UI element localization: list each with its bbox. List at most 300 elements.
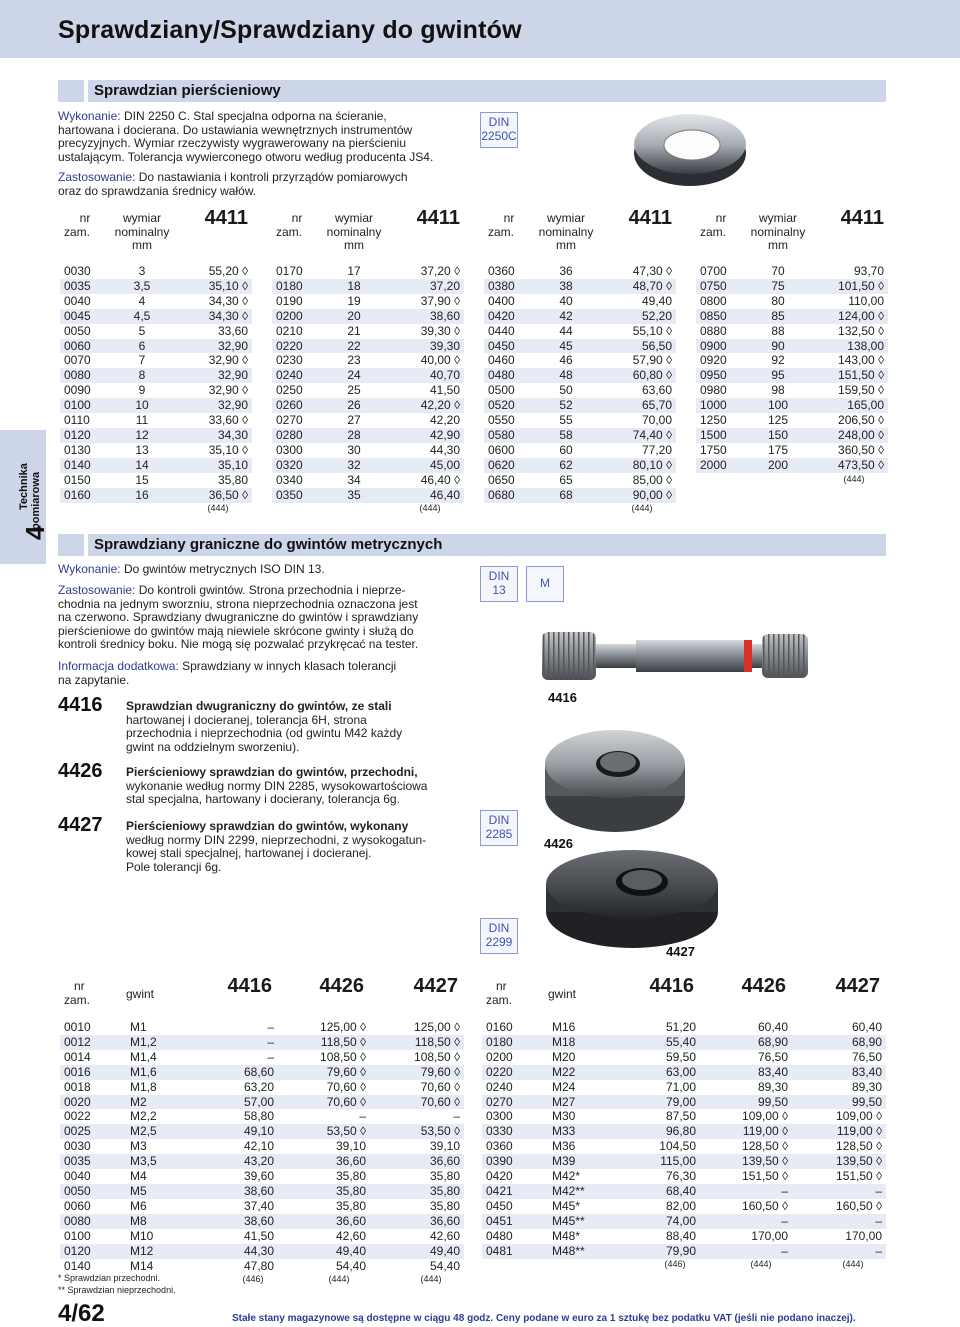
- price-4426-cell: 125,00 ◊: [320, 1020, 366, 1034]
- ring-head-nr: nr zam.: [64, 211, 91, 239]
- price-4416-cell: 38,60: [186, 1184, 278, 1199]
- order-number-cell: 0520: [484, 398, 530, 413]
- price-4426-cell: 128,50 ◊: [742, 1139, 788, 1154]
- order-number-cell: 0160: [60, 488, 106, 503]
- table-row: [482, 1244, 886, 1259]
- table-row: [696, 264, 888, 279]
- price-4416-cell: 39,60: [243, 1169, 274, 1184]
- dimension-cell: 35: [318, 488, 390, 503]
- order-number-cell: 1500: [696, 428, 742, 443]
- ring-head-code: 4411: [840, 207, 884, 229]
- price-4416-cell: 47,80: [243, 1258, 274, 1273]
- price-4426-cell: 49,40: [278, 1244, 370, 1259]
- price-4426-cell: –: [700, 1184, 792, 1199]
- table-row: [60, 309, 252, 324]
- price-4427-cell: 70,60 ◊: [420, 1079, 460, 1094]
- price-4426-cell: 54,40: [335, 1258, 366, 1273]
- price-cell: 40,70: [390, 368, 464, 383]
- order-number-cell: 0360: [488, 264, 515, 278]
- price-4427-cell: –: [792, 1244, 886, 1259]
- price-4426-cell: 99,50: [700, 1095, 792, 1110]
- thread-cell: M33: [542, 1124, 608, 1139]
- dimension-cell: 32: [318, 458, 390, 473]
- table-row: [272, 279, 464, 294]
- price-cell: 35,10: [178, 458, 252, 473]
- price-4416-cell: 79,00: [608, 1095, 700, 1110]
- thread-head-gwint: gwint: [126, 987, 155, 1001]
- thread-table-ref: (446): [242, 1274, 264, 1285]
- price-cell: 206,50 ◊: [838, 413, 884, 428]
- order-number-cell: 0900: [696, 339, 742, 354]
- price-4427-cell: 108,50 ◊: [414, 1049, 460, 1064]
- din-13-badge: DIN 13: [480, 566, 518, 602]
- price-cell: 138,00: [814, 339, 888, 354]
- ring-table-1: [60, 207, 252, 503]
- thread-cell: M6: [130, 1198, 147, 1213]
- price-4426-cell: 70,60 ◊: [326, 1079, 366, 1094]
- price-4427-cell: 54,40: [429, 1258, 460, 1273]
- table-row: [272, 339, 464, 354]
- table-row: [60, 368, 252, 383]
- table-row: [484, 383, 676, 398]
- ring-thread-gauge-4426-image: [540, 726, 690, 836]
- section-ring-gauge-header: [58, 80, 886, 102]
- header-band: [0, 0, 960, 58]
- order-number-cell: 0500: [488, 383, 515, 398]
- order-number-cell: 0421: [482, 1184, 542, 1199]
- table-row: [272, 413, 464, 428]
- price-4427-cell: 39,10: [429, 1139, 460, 1154]
- table-row: [482, 1124, 886, 1139]
- section1-zastosowanie: Zastosowanie: Do nastawiania i kontroli przyrządów pomiarowych oraz do sprawdzania średnicy wałów.: [58, 170, 408, 198]
- price-4416-cell: 38,60: [186, 1214, 278, 1229]
- order-number-cell: 0270: [482, 1095, 542, 1110]
- section1-wykonanie: Wykonanie: DIN 2250 C. Stal specjalna odporna na ścieranie, hartowana i docierana. Do ustawiania wewnętrznych instrumentów precyzyjnych. Wymiar rzeczywisty wygrawerowany na pierścieniu ustalającym. Tolerancja wywierconego otworu według producenta JS4.: [58, 109, 434, 164]
- thread-cell: M12: [120, 1244, 186, 1259]
- price-cell: 45,00: [390, 458, 464, 473]
- table-row: [484, 428, 676, 443]
- dimension-cell: 15: [135, 472, 149, 487]
- price-cell: 248,00 ◊: [814, 428, 888, 443]
- price-cell: 49,40: [641, 293, 672, 308]
- price-cell: 32,90: [178, 339, 252, 354]
- order-number-cell: 0650: [488, 472, 515, 487]
- dimension-cell: 10: [106, 398, 178, 413]
- thread-cell: M20: [552, 1049, 576, 1064]
- table-row: [272, 398, 464, 413]
- image-label-4427: 4427: [666, 944, 695, 959]
- product-code-4416: 4416: [58, 694, 103, 716]
- table-row: [60, 398, 252, 413]
- dimension-cell: 4,5: [106, 309, 178, 324]
- order-number-cell: 0080: [60, 368, 106, 383]
- price-cell: 52,20: [602, 309, 676, 324]
- order-number-cell: 0450: [486, 1198, 513, 1213]
- table-row: [484, 339, 676, 354]
- table-row: [60, 279, 252, 294]
- dimension-cell: 85: [742, 309, 814, 324]
- order-number-cell: 0160: [486, 1020, 513, 1034]
- order-number-cell: 0750: [696, 279, 742, 294]
- ring-table-ref: (444): [843, 473, 865, 484]
- order-number-cell: 0240: [486, 1079, 513, 1094]
- table-row: [482, 1080, 886, 1095]
- price-cell: 42,20: [429, 413, 460, 428]
- price-4427-cell: 60,40: [851, 1020, 882, 1034]
- order-number-cell: 0320: [272, 458, 318, 473]
- price-cell: 77,20: [641, 442, 672, 457]
- price-cell: 34,30 ◊: [178, 309, 252, 324]
- thread-head-nr: nr zam.: [486, 979, 513, 1007]
- table-row: [60, 1139, 464, 1154]
- thread-head-nr: nr zam.: [64, 979, 91, 1007]
- thread-cell: M30: [552, 1109, 576, 1124]
- price-4427-cell: 99,50: [792, 1095, 886, 1110]
- thread-cell: M22: [542, 1065, 608, 1080]
- price-4416-cell: 37,40: [243, 1198, 274, 1213]
- dimension-cell: 200: [742, 458, 814, 473]
- order-number-cell: 1250: [700, 413, 727, 428]
- dimension-cell: 34: [347, 472, 361, 487]
- price-4416-cell: 42,10: [243, 1139, 274, 1154]
- order-number-cell: 0800: [700, 293, 727, 308]
- order-number-cell: 0330: [482, 1124, 542, 1139]
- price-4427-cell: 160,50 ◊: [836, 1198, 882, 1213]
- table-row: [60, 1184, 464, 1199]
- dimension-cell: 80: [771, 293, 785, 308]
- table-row: [272, 264, 464, 279]
- price-4426-cell: 35,80: [278, 1184, 370, 1199]
- price-cell: 46,40 ◊: [420, 472, 460, 487]
- dimension-cell: 13: [135, 442, 149, 457]
- ring-table-3: [484, 207, 676, 503]
- table-row: [272, 458, 464, 473]
- thread-head-gwint: gwint: [548, 987, 577, 1001]
- price-4427-cell: 119,00 ◊: [792, 1124, 886, 1139]
- dimension-cell: 5: [138, 323, 146, 338]
- order-number-cell: 0550: [488, 413, 515, 428]
- price-cell: 56,50: [602, 339, 676, 354]
- table-row: [484, 368, 676, 383]
- dimension-cell: 3,5: [106, 279, 178, 294]
- order-number-cell: 0035: [60, 279, 106, 294]
- order-number-cell: 0350: [272, 488, 318, 503]
- dimension-cell: 23: [347, 353, 361, 368]
- order-number-cell: 0480: [486, 1228, 513, 1243]
- dimension-cell: 62: [530, 458, 602, 473]
- price-4416-cell: 96,80: [608, 1124, 700, 1139]
- product-desc-4416: Sprawdzian dwugraniczny do gwintów, ze stali hartowanej i docieranej, tolerancja 6H, strona przechodnia i nieprzechodnia (od gwintu M42 każdy gwint na oddzielnym sworzeniu).: [126, 699, 403, 754]
- din-2299-badge: DIN 2299: [480, 918, 518, 954]
- price-cell: 39,30 ◊: [420, 323, 460, 338]
- order-number-cell: 0130: [64, 442, 91, 457]
- order-number-cell: 0180: [482, 1035, 542, 1050]
- order-number-cell: 0040: [64, 1169, 91, 1184]
- ring-table-ref: (444): [631, 503, 653, 514]
- order-number-cell: 0340: [276, 472, 303, 487]
- price-cell: 34,30 ◊: [208, 293, 248, 308]
- dimension-cell: 65: [559, 472, 573, 487]
- order-number-cell: 0270: [276, 413, 303, 428]
- table-row: [272, 443, 464, 458]
- order-number-cell: 0090: [64, 383, 91, 398]
- price-4426-cell: 70,60 ◊: [278, 1095, 370, 1110]
- order-number-cell: 0190: [276, 293, 303, 308]
- dimension-cell: 7: [138, 353, 146, 368]
- price-cell: 74,40 ◊: [602, 428, 676, 443]
- thread-cell: M16: [552, 1020, 576, 1034]
- order-number-cell: 0012: [60, 1035, 120, 1050]
- order-number-cell: 0040: [64, 293, 91, 308]
- price-4416-cell: –: [267, 1020, 274, 1034]
- price-cell: 110,00: [848, 293, 884, 308]
- price-4416-cell: 88,40: [665, 1228, 696, 1243]
- price-4426-cell: –: [359, 1109, 366, 1124]
- ring-head-nr: nr zam.: [488, 211, 515, 239]
- price-cell: 85,00 ◊: [632, 472, 672, 487]
- price-cell: 37,20: [390, 279, 464, 294]
- table-row: [696, 398, 888, 413]
- thread-cell: M10: [130, 1228, 154, 1243]
- footer-note: Stałe stany magazynowe są dostępne w ciągu 48 godz. Ceny podane w euro za 1 sztukę bez podatku VAT (jeśli nie podano inaczej).: [232, 1313, 856, 1324]
- price-4426-cell: 42,60: [335, 1228, 366, 1243]
- price-cell: 35,10 ◊: [178, 279, 252, 294]
- order-number-cell: 0850: [696, 309, 742, 324]
- price-4416-cell: 49,10: [186, 1124, 278, 1139]
- price-cell: 63,60: [641, 383, 672, 398]
- price-4427-cell: 49,40: [370, 1244, 464, 1259]
- price-cell: 46,40: [390, 488, 464, 503]
- order-number-cell: 0014: [64, 1049, 91, 1064]
- table-row: [60, 1199, 464, 1214]
- thread-cell: M42**: [542, 1184, 608, 1199]
- order-number-cell: 0481: [482, 1244, 542, 1259]
- page-title: Sprawdziany/Sprawdziany do gwintów: [58, 16, 522, 44]
- price-cell: 151,50 ◊: [814, 368, 888, 383]
- thread-table-ref: (446): [664, 1259, 686, 1270]
- price-cell: 38,60: [390, 309, 464, 324]
- ring-head-code: 4411: [204, 207, 248, 229]
- table-row: [60, 1229, 464, 1244]
- price-4426-cell: 119,00 ◊: [700, 1124, 792, 1139]
- dimension-cell: 6: [106, 339, 178, 354]
- order-number-cell: 2000: [696, 458, 742, 473]
- price-cell: 132,50 ◊: [838, 323, 884, 338]
- dimension-cell: 58: [530, 428, 602, 443]
- thread-head-4427: 4427: [413, 975, 458, 997]
- table-row: [482, 1139, 886, 1154]
- table-row: [696, 428, 888, 443]
- price-4426-cell: 151,50 ◊: [742, 1169, 788, 1184]
- thread-cell: M5: [120, 1184, 186, 1199]
- dimension-cell: 9: [138, 383, 146, 398]
- ring-head-wymiar: wymiar nominalny mm: [750, 211, 806, 252]
- table-row: [272, 353, 464, 368]
- ring-head-wymiar: wymiar nominalny mm: [114, 211, 170, 252]
- dimension-cell: 44: [559, 323, 573, 338]
- price-4426-cell: 89,30: [757, 1079, 788, 1094]
- price-cell: 360,50 ◊: [838, 442, 884, 457]
- dimension-cell: 150: [742, 428, 814, 443]
- ring-thread-gauge-4427-image: [530, 840, 720, 952]
- thread-cell: M1,2: [120, 1035, 186, 1050]
- price-4426-cell: 39,10: [335, 1139, 366, 1154]
- order-number-cell: 0600: [488, 442, 515, 457]
- order-number-cell: 0050: [64, 323, 91, 338]
- order-number-cell: 0980: [700, 383, 727, 398]
- order-number-cell: 0120: [60, 428, 106, 443]
- table-row: [60, 1259, 464, 1274]
- table-row: [482, 1169, 886, 1184]
- table-row: [60, 443, 252, 458]
- dimension-cell: 26: [318, 398, 390, 413]
- price-4416-cell: 59,50: [665, 1049, 696, 1064]
- thread-cell: M2,2: [130, 1109, 157, 1124]
- table-row: [60, 1169, 464, 1184]
- price-cell: 37,20 ◊: [420, 264, 460, 278]
- table-row: [60, 294, 252, 309]
- dimension-cell: 12: [106, 428, 178, 443]
- ring-head-nr: nr zam.: [276, 211, 303, 239]
- price-4416-cell: 57,00: [186, 1095, 278, 1110]
- ring-gauge-image: [632, 108, 748, 188]
- din-2285-badge: DIN 2285: [480, 810, 518, 846]
- order-number-cell: 0680: [484, 488, 530, 503]
- price-cell: 32,90: [178, 398, 252, 413]
- thread-cell: M48**: [542, 1244, 608, 1259]
- price-4416-cell: 104,50: [659, 1139, 696, 1154]
- table-row: [696, 458, 888, 473]
- table-row: [696, 294, 888, 309]
- ring-head-wymiar: wymiar nominalny mm: [326, 211, 382, 252]
- order-number-cell: 0200: [486, 1049, 513, 1064]
- order-number-cell: 0080: [60, 1214, 120, 1229]
- price-4426-cell: 53,50 ◊: [278, 1124, 370, 1139]
- ring-head-wymiar: wymiar nominalny mm: [538, 211, 594, 252]
- price-cell: 36,50 ◊: [178, 488, 252, 503]
- order-number-cell: 0580: [484, 428, 530, 443]
- price-cell: 33,60 ◊: [208, 413, 248, 428]
- table-row: [482, 1065, 886, 1080]
- table-row: [60, 264, 252, 279]
- thread-head-4416: 4416: [227, 975, 272, 997]
- order-number-cell: 1750: [700, 442, 727, 457]
- table-row: [484, 398, 676, 413]
- price-cell: 80,10 ◊: [602, 458, 676, 473]
- table-row: [696, 309, 888, 324]
- table-row: [60, 1214, 464, 1229]
- thread-table-left: [60, 975, 464, 1273]
- table-row: [60, 1080, 464, 1095]
- ring-head-code: 4411: [416, 207, 460, 229]
- table-row: [484, 353, 676, 368]
- price-4427-cell: 36,60: [370, 1214, 464, 1229]
- section-ring-gauge-title: Sprawdzian pierścieniowy: [94, 82, 281, 99]
- price-4427-cell: 70,60 ◊: [370, 1095, 464, 1110]
- dimension-cell: 45: [530, 339, 602, 354]
- table-row: [696, 353, 888, 368]
- price-cell: 48,70 ◊: [602, 279, 676, 294]
- image-label-4416: 4416: [548, 690, 577, 705]
- order-number-cell: 0451: [482, 1214, 542, 1229]
- thread-table-right: [482, 975, 886, 1259]
- dimension-cell: 68: [530, 488, 602, 503]
- thread-cell: M42*: [552, 1169, 581, 1184]
- thread-cell: M2: [120, 1095, 186, 1110]
- price-cell: 34,30: [178, 428, 252, 443]
- thread-cell: M45*: [552, 1198, 581, 1213]
- dimension-cell: 16: [106, 488, 178, 503]
- table-row: [696, 339, 888, 354]
- price-4427-cell: –: [792, 1184, 886, 1199]
- table-row: [272, 324, 464, 339]
- price-4427-cell: 118,50 ◊: [370, 1035, 464, 1050]
- order-number-cell: 0240: [272, 368, 318, 383]
- price-cell: 33,60: [217, 323, 248, 338]
- table-row: [60, 488, 252, 503]
- dimension-cell: 14: [106, 458, 178, 473]
- dimension-cell: 92: [771, 353, 785, 368]
- price-cell: 93,70: [853, 264, 884, 278]
- order-number-cell: 0920: [700, 353, 727, 368]
- table-row: [696, 413, 888, 428]
- table-row: [482, 1095, 886, 1110]
- table-row: [482, 1199, 886, 1214]
- plug-gauge-image: [540, 626, 812, 686]
- product-code-4427: 4427: [58, 814, 103, 836]
- table-row: [696, 368, 888, 383]
- ring-table-4: [696, 207, 888, 473]
- footnote-1: * Sprawdzian przechodni.: [58, 1273, 161, 1283]
- price-4416-cell: 79,90: [608, 1244, 700, 1259]
- price-4427-cell: –: [792, 1214, 886, 1229]
- dimension-cell: 52: [530, 398, 602, 413]
- dimension-cell: 30: [347, 442, 361, 457]
- dimension-cell: 25: [347, 383, 361, 398]
- price-4416-cell: 82,00: [665, 1198, 696, 1213]
- order-number-cell: 0420: [484, 309, 530, 324]
- thread-cell: M1: [130, 1020, 147, 1034]
- order-number-cell: 0030: [64, 1139, 91, 1154]
- order-number-cell: 0150: [64, 472, 91, 487]
- table-row: [60, 339, 252, 354]
- price-4416-cell: 55,40: [608, 1035, 700, 1050]
- product-desc-4427: Pierścieniowy sprawdzian do gwintów, wykonany według normy DIN 2299, nieprzechodni, z wysokogatun- kowej stali specjalnej, hartowanej i docieranej. Pole tolerancji 6g.: [126, 819, 427, 874]
- price-cell: 32,90 ◊: [208, 383, 248, 398]
- price-4416-cell: 115,00: [608, 1154, 700, 1169]
- table-row: [60, 1095, 464, 1110]
- order-number-cell: 0390: [482, 1154, 542, 1169]
- order-number-cell: 0280: [272, 428, 318, 443]
- table-row: [484, 279, 676, 294]
- table-row: [482, 1020, 886, 1035]
- order-number-cell: 0110: [64, 413, 90, 428]
- order-number-cell: 0950: [696, 368, 742, 383]
- metric-m-badge: M: [526, 566, 564, 602]
- order-number-cell: 0620: [484, 458, 530, 473]
- price-4426-cell: 79,60 ◊: [278, 1065, 370, 1080]
- dimension-cell: 38: [530, 279, 602, 294]
- price-4416-cell: 51,20: [665, 1020, 696, 1034]
- price-cell: 35,10 ◊: [208, 442, 248, 457]
- price-4426-cell: 76,50: [757, 1049, 788, 1064]
- table-row: [484, 264, 676, 279]
- product-code-4426: 4426: [58, 760, 103, 782]
- order-number-cell: 0220: [272, 339, 318, 354]
- table-row: [482, 1214, 886, 1229]
- dimension-cell: 21: [347, 323, 361, 338]
- order-number-cell: 0060: [60, 339, 106, 354]
